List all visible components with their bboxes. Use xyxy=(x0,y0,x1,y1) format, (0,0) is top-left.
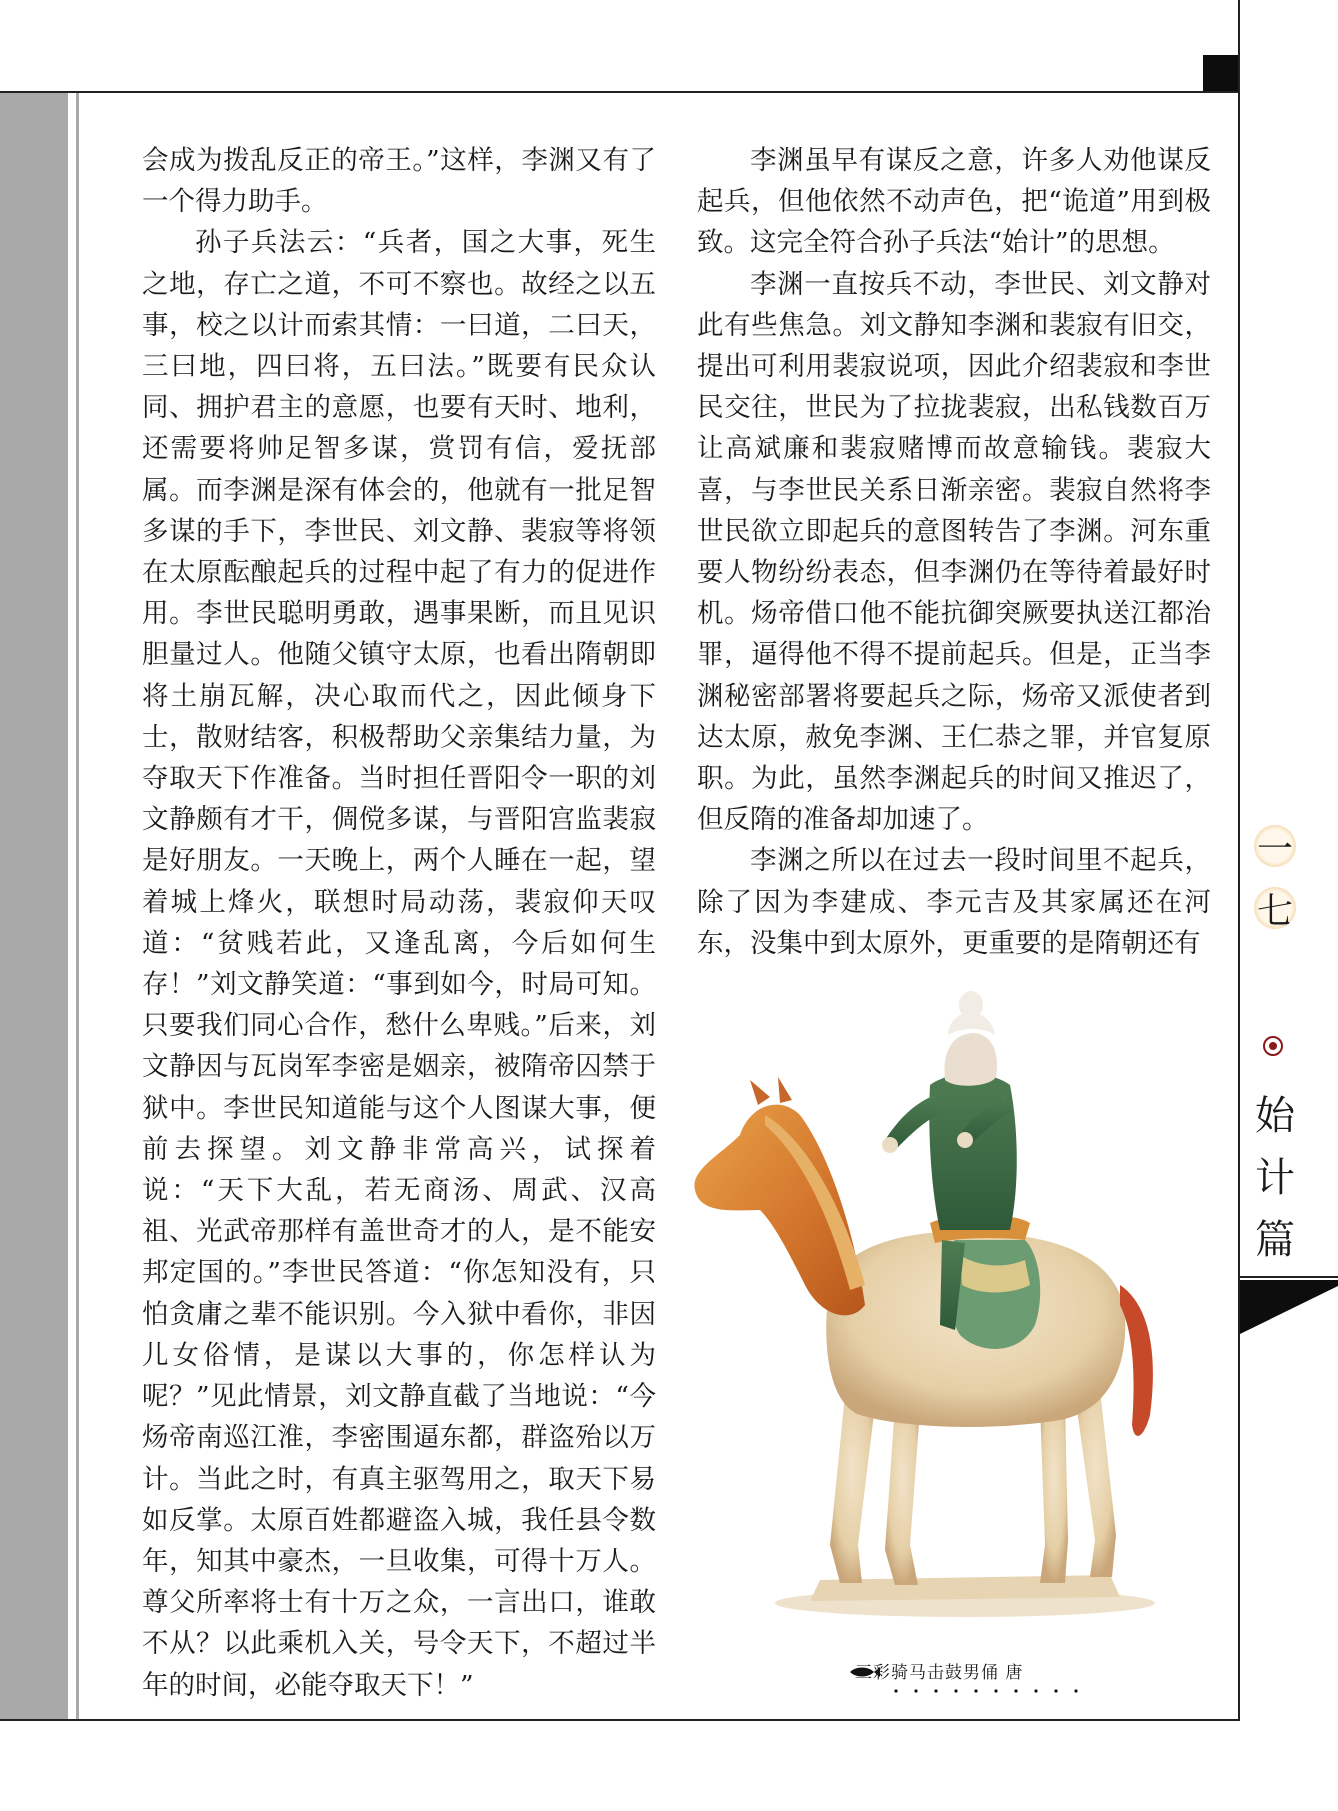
figure-caption: 三彩骑马击鼓男俑 唐 xyxy=(855,1663,1024,1683)
left-text-column xyxy=(142,140,656,1706)
side-rule xyxy=(1238,1276,1338,1278)
right-margin-rule xyxy=(1238,0,1240,1720)
target-bullet-icon xyxy=(1263,1036,1283,1056)
paragraph: 会成为拨乱反正的帝王。”这样，李渊又有了一个得力助手。 xyxy=(142,145,656,218)
bottom-rule xyxy=(0,1719,1240,1721)
right-text-column xyxy=(697,140,1211,964)
paragraph: 李渊一直按兵不动，李世民、刘文静对此有些焦急。刘文静知李渊和裴寂有旧交，提出可利用裴寂说项，因此介绍裴寂和李世民交往，世民为了拉拢裴寂，出私钱数百万让高斌廉和裴寂赌博而故意输钱。裴寂大喜，与李世民关系日渐亲密。裴寂自然将李世民欲立即起兵的意图转告了李渊。河东重要人物纷纷表态，但李渊仍在等待着最好时机。炀帝借口他不能抗御突厥要执送江都治罪，逼得他不得不提前起兵。但是，正当李渊秘密部署将要起兵之际，炀帝又派使者到达太原，赦免李渊、王仁恭之罪，并官复原职。为此，虽然李渊起兵的时间又推迟了，但反隋的准备却加速了。 xyxy=(697,268,1211,836)
side-wedge-decoration xyxy=(1240,1280,1338,1336)
caption-emphasis-dots xyxy=(894,1689,1079,1693)
section-title-char: 始 xyxy=(1255,1093,1295,1139)
left-margin-bar xyxy=(0,93,68,1719)
top-rule xyxy=(0,91,1238,93)
left-margin-line xyxy=(76,93,79,1719)
section-title-char: 篇 xyxy=(1255,1217,1295,1263)
paragraph: 李渊之所以在过去一段时间里不起兵，除了因为李建成、李元吉及其家属还在河东，没集中到太原外，更重要的是隋朝还有 xyxy=(697,845,1211,959)
page-number-digit: 七 xyxy=(1254,887,1296,929)
page-number-digit: 一 xyxy=(1254,825,1296,867)
paragraph: 孙子兵法云：“兵者，国之大事，死生之地，存亡之道，不可不察也。故经之以五事，校之以计而索其情：一曰道，二曰天，三曰地，四曰将，五曰法。”既要有民众认同、拥护君主的意愿，也要有天时、地利，还需要将帅足智多谋，赏罚有信，爱抚部属。而李渊是深有体会的，他就有一批足智多谋的手下，李世民、刘文静、裴寂等将领在太原酝酿起兵的过程中起了有力的促进作用。李世民聪明勇敢，遇事果断，而且见识胆量过人。他随父镇守太原，也看出隋朝即将土崩瓦解，决心取而代之，因此倾身下士，散财结客，积极帮助父亲集结力量，为夺取天下作准备。当时担任晋阳令一职的刘文静颇有才干，倜傥多谋，与晋阳宫监裴寂是好朋友。一天晚上，两个人睡在一起，望着城上烽火，联想时局动荡，裴寂仰天叹道：“贫贱若此，又逢乱离，今后如何生存！”刘文静笑道：“事到如今，时局可知。只要我们同心合作，愁什么卑贱。”后来，刘文静因与瓦岗军李密是姻亲，被隋帝囚禁于狱中。李世民知道能与这个人图谋大事，便前去探望。刘文静非常高兴，试探着说：“天下大乱，若无商汤、周武、汉高祖、光武帝那样有盖世奇才的人，是不能安邦定国的。”李世民答道：“你怎知没有，只怕贪庸之辈不能识别。今入狱中看你，非因儿女俗情，是谋以大事的，你怎样认为呢？”见此情景，刘文静直截了当地说：“今炀帝南巡江淮，李密围逼东都，群盗殆以万计。当此之时，有真主驱驾用之，取天下易如反掌。太原百姓都避盗入城，我任县令数年，知其中豪杰，一旦收集，可得十万人。尊父所率将士有十万之众，一言出口，谁敢不从？以此乘机入关，号令天下，不超过半年的时间，必能夺取天下！” xyxy=(142,227,656,1701)
section-title-char: 计 xyxy=(1255,1155,1295,1201)
tang-sancai-horse-rider-figure xyxy=(680,985,1210,1625)
corner-block xyxy=(1203,55,1239,91)
paragraph: 李渊虽早有谋反之意，许多人劝他谋反起兵，但他依然不动声色，把“诡道”用到极致。这完全符合孙子兵法“始计”的思想。 xyxy=(697,145,1211,259)
section-title xyxy=(1250,1085,1300,1271)
